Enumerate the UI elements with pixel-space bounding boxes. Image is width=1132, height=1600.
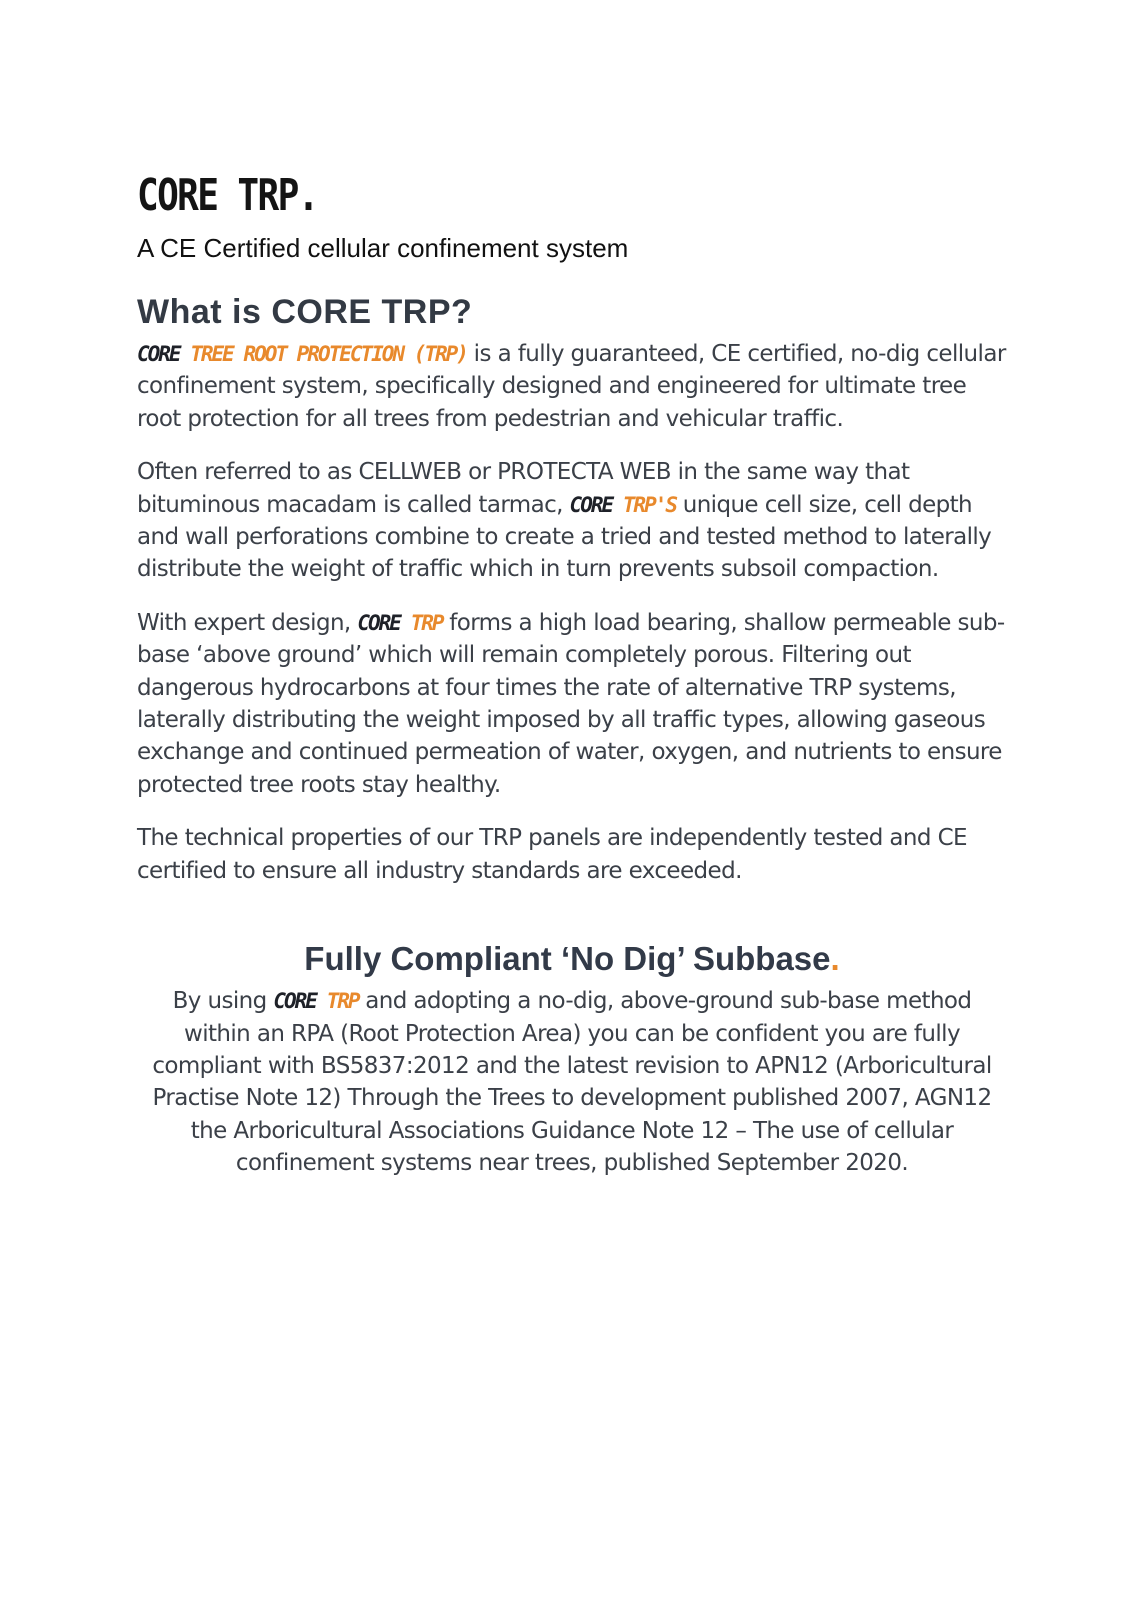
intro-paragraph-1: CORE TREE ROOT PROTECTION (TRP) is a fully guaranteed, CE certified, no-dig cellular confinement system, specifically designed and engineered for ultimate tree root protection for all trees from pedestrian and vehicular traffic. <box>137 341 1006 432</box>
page-subtitle: A CE Certified cellular confinement system <box>137 233 629 263</box>
intro-paragraph-2: Often referred to as CELLWEB or PROTECTA WEB in the same way that bituminous macadam is called tarmac, CORE TRP'S unique cell size, cell depth and wall perforations combine to create a tried and tested method to laterally distribute the weight of traffic which in turn prevents subsoil compaction. <box>137 459 992 583</box>
brand-mark: CORE TRP <box>273 989 359 1014</box>
section-heading-what-is: What is CORE TRP? <box>137 293 473 331</box>
section-heading-compliance: Fully Compliant ‘No Dig’ Subbase. <box>304 940 840 978</box>
intro-paragraph-4: The technical properties of our TRP panels are independently tested and CE certified to ensure all industry standards are exceeded. <box>137 825 967 884</box>
page-title: CORE TRP. <box>137 170 318 221</box>
brand-mark: CORE TRP <box>357 610 443 635</box>
brand-mark: CORE TREE ROOT PROTECTION (TRP) <box>137 342 467 366</box>
brand-mark: CORE TRP'S <box>569 492 676 517</box>
document-page <box>137 170 1007 1180</box>
intro-paragraph-3: With expert design, CORE TRP forms a high load bearing, shallow permeable sub-base ‘above ground’ which will remain completely porous. Filtering out dangerous hydrocarbons at four times the rate of alternative TRP systems, laterally distributing the weight imposed by all traffic types, allowing gaseous exchange and continued permeation of water, oxygen, and nutrients to ensure protected tree roots stay healthy. <box>137 609 1005 798</box>
compliance-paragraph: By using CORE TRP and adopting a no-dig, above-ground sub-base method within an RPA (Root Protection Area) you can be confident you are fully compliant with BS5837:2012 and the latest revision to APN12 (Arboricultural Practise Note 12) Through the Trees to development published 2007, AGN12 the Arboricultural Associations Guidance Note 12 – The use of cellular confinement systems near trees, published September 2020. <box>152 988 992 1177</box>
